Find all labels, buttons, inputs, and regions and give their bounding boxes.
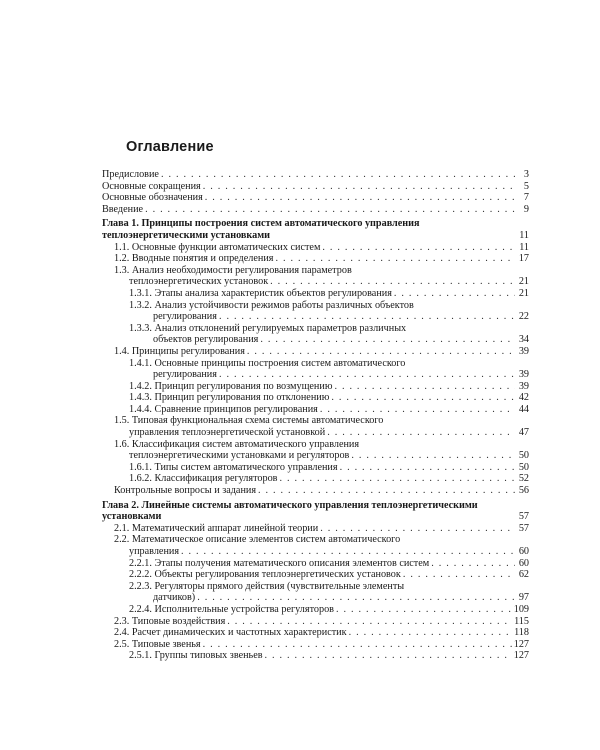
toc-page-number: 22 [518,311,529,323]
toc-entry-text: 2.2.3. Регуляторы прямого действия (чувствительные элементы [129,580,405,592]
toc-entry-1-4-1[interactable] [102,358,529,381]
toc-entry-1-5[interactable] [102,415,529,438]
toc-page-number: 115 [514,615,529,627]
toc-entry-2-2-1[interactable] [102,558,529,570]
toc-entry-2-1[interactable] [102,523,529,535]
dot-leader [334,381,515,393]
toc-entry-continuation [102,311,529,323]
toc-entry-text: регулирования [153,369,217,381]
dot-leader [145,204,515,216]
toc-entry-text: теплоэнергетических установок [129,276,269,288]
toc-page-number: 52 [518,473,529,485]
toc-entry-text: 1.3.2. Анализ устойчивости режимов работы различных объектов [129,299,414,311]
toc-entry-notation[interactable] [102,192,529,204]
dot-leader [320,404,515,416]
toc-entry-1-3[interactable] [102,265,529,288]
toc-chapter-2[interactable] [102,500,529,523]
toc-entry-1-4-3[interactable] [102,392,529,404]
toc-page-number: 21 [518,276,529,288]
toc-page-number: 39 [518,380,529,392]
toc-entry-1-4-4[interactable] [102,404,529,416]
toc-page-number: 57 [518,511,529,523]
dot-leader [181,546,515,558]
dot-leader [336,604,512,616]
toc-page-number: 50 [518,461,529,473]
toc-entry-continuation [102,592,529,604]
toc-entry-text: 1.6.2. Классификация регуляторов [129,473,278,485]
toc-entry-text: регулирования [153,311,217,323]
toc-page-number: 60 [518,557,529,569]
dot-leader [403,569,515,581]
toc-page-number: 42 [518,392,529,404]
toc-entry-text: 1.3.3. Анализ отклонений регулируемых параметров различных [129,322,407,334]
toc-entry-text: 1.4.1. Основные принципы построения систем автоматического [129,357,406,369]
toc-entry-2-5[interactable] [102,639,529,651]
toc-entry-text: 2.4. Расчет динамических и частотных характеристик [114,627,347,639]
toc-page-number: 11 [519,241,529,253]
toc-entry-1-1[interactable] [102,242,529,254]
toc-entry-questions-1[interactable] [102,485,529,497]
toc-entry-1-6[interactable] [102,439,529,462]
toc-entry-text: теплоэнергетическими установками [102,229,271,241]
toc-page-number: 34 [518,334,529,346]
toc-entry-text: 1.4.2. Принцип регулирования по возмущению [129,380,333,392]
dot-leader [340,462,515,474]
toc-entry-text: 1.4.3. Принцип регулирования по отклонению [129,392,330,404]
dot-leader [265,650,512,662]
toc-page-number: 62 [518,569,529,581]
dot-leader [349,627,513,639]
chapter-title-line [102,230,529,242]
toc-page-number: 5 [523,180,529,192]
toc-entry-text: управления теплоэнергетической установкой [129,427,326,439]
toc-entry-1-2[interactable] [102,253,529,265]
toc-entry-1-6-2[interactable] [102,473,529,485]
toc-page-number: 39 [518,369,529,381]
toc-entry-2-2[interactable] [102,534,529,557]
toc-entry-text: теплоэнергетическими установками и регуляторов [129,450,350,462]
dot-leader [205,192,515,204]
toc-page-number: 3 [523,169,529,180]
toc-entry-text: 1.3.1. Этапы анализа характеристик объектов регулирования [129,287,392,299]
toc-entry-text: 2.3. Типовые воздействия [114,615,226,627]
toc-entry-text: объектов регулирования [153,334,259,346]
page-title: Оглавление [126,139,214,155]
toc-page-number: 97 [518,592,529,604]
toc-entry-text: 1.5. Типовая функциональная схема системы автоматического [114,415,384,427]
toc-entry-introduction[interactable] [102,204,529,216]
toc-page-number: 7 [523,192,529,204]
toc-entry-text: управления [129,546,180,557]
toc-entry-text: 2.2.1. Этапы получения математического описания элементов систем [129,557,430,569]
toc-entry-text: Основные сокращения [102,180,201,192]
toc-entry-text: 2.2.2. Объекты регулирования теплоэнергетических установок [129,569,401,581]
chapter-title-line: Глава 1. Принципы построения систем автоматического управления [102,218,420,230]
toc-entry-text: Введение [102,203,144,215]
toc-page-number: 11 [519,229,529,241]
table-of-contents [102,169,529,662]
toc-entry-preface[interactable] [102,169,529,181]
toc-entry-2-2-2[interactable] [102,569,529,581]
toc-entry-continuation [102,546,529,558]
dot-leader [351,450,515,462]
dot-leader [327,427,515,439]
toc-page-number: 9 [523,203,529,215]
dot-leader [203,639,512,651]
toc-page-number: 118 [514,627,529,639]
dot-leader [270,276,515,288]
toc-chapter-1[interactable] [102,218,529,241]
toc-page-number: 127 [513,650,529,662]
toc-entry-text: 2.5. Типовые звенья [114,638,201,650]
toc-page-number: 56 [518,485,529,497]
toc-entry-text: Основные обозначения [102,192,203,204]
toc-entry-text: 2.5.1. Группы типовых звеньев [129,650,263,662]
toc-entry-abbreviations[interactable] [102,181,529,193]
toc-entry-text: Контрольные вопросы и задания [114,485,257,497]
toc-page-number: 47 [518,427,529,439]
toc-page-number: 60 [518,546,529,557]
toc-entry-2-4[interactable] [102,627,529,639]
toc-page-number: 109 [513,603,529,615]
toc-entry-text: 1.4. Принципы регулирования [114,345,245,357]
dot-leader [394,288,515,300]
toc-entry-1-3-2[interactable] [102,300,529,323]
toc-entry-1-3-1[interactable] [102,288,529,300]
toc-entry-text: 2.1. Математический аппарат линейной теории [114,522,319,534]
toc-page-number: 50 [518,450,529,462]
dot-leader [258,485,515,497]
dot-leader [203,181,515,193]
toc-page-number: 127 [513,638,529,650]
toc-entry-continuation [102,369,529,381]
dot-leader [320,523,515,535]
toc-entry-text: установками [102,511,162,523]
dot-leader [161,169,515,181]
toc-entry-continuation [102,334,529,346]
toc-entry-text: 1.3. Анализ необходимости регулирования параметров [114,264,352,276]
dot-leader [322,242,515,254]
toc-entry-1-4-2[interactable] [102,381,529,393]
toc-entry-1-4[interactable] [102,346,529,358]
dot-leader [197,592,515,604]
toc-page-number: 17 [518,253,529,265]
toc-entry-continuation [102,427,529,439]
toc-entry-text: датчиков) [153,592,196,604]
toc-entry-2-5-1[interactable] [102,650,529,662]
toc-page-number: 21 [518,287,529,299]
toc-entry-1-6-1[interactable] [102,462,529,474]
dot-leader [247,346,515,358]
chapter-title-line: Глава 2. Линейные системы автоматического управления теплоэнергетическими [102,499,478,511]
toc-entry-1-3-3[interactable] [102,323,529,346]
toc-entry-text: 1.1. Основные функции автоматических систем [114,241,321,253]
dot-leader [280,473,516,485]
dot-leader [431,558,515,570]
toc-entry-continuation [102,450,529,462]
toc-page-number: 57 [518,522,529,534]
toc-entry-text: 1.2. Вводные понятия и определения [114,253,274,265]
toc-entry-2-2-4[interactable] [102,604,529,616]
dot-leader [219,369,515,381]
toc-entry-text: 1.6.1. Типы систем автоматического управления [129,461,338,473]
toc-page-number: 44 [518,403,529,415]
toc-entry-2-2-3[interactable] [102,581,529,604]
dot-leader [275,253,515,265]
chapter-title-line [102,511,529,523]
toc-entry-text: Предисловие [102,169,159,180]
dot-leader [227,616,512,628]
dot-leader [260,334,515,346]
toc-entry-text: 1.6. Классификация систем автоматического управления [114,438,360,450]
toc-page-number: 39 [518,345,529,357]
toc-entry-text: 2.2.4. Исполнительные устройства регуляторов [129,603,334,615]
dot-leader [219,311,515,323]
toc-entry-continuation [102,276,529,288]
dot-leader [331,392,515,404]
toc-entry-text: 1.4.4. Сравнение принципов регулирования [129,403,318,415]
toc-entry-2-3[interactable] [102,616,529,628]
toc-entry-text: 2.2. Математическое описание элементов систем автоматического [114,534,401,546]
